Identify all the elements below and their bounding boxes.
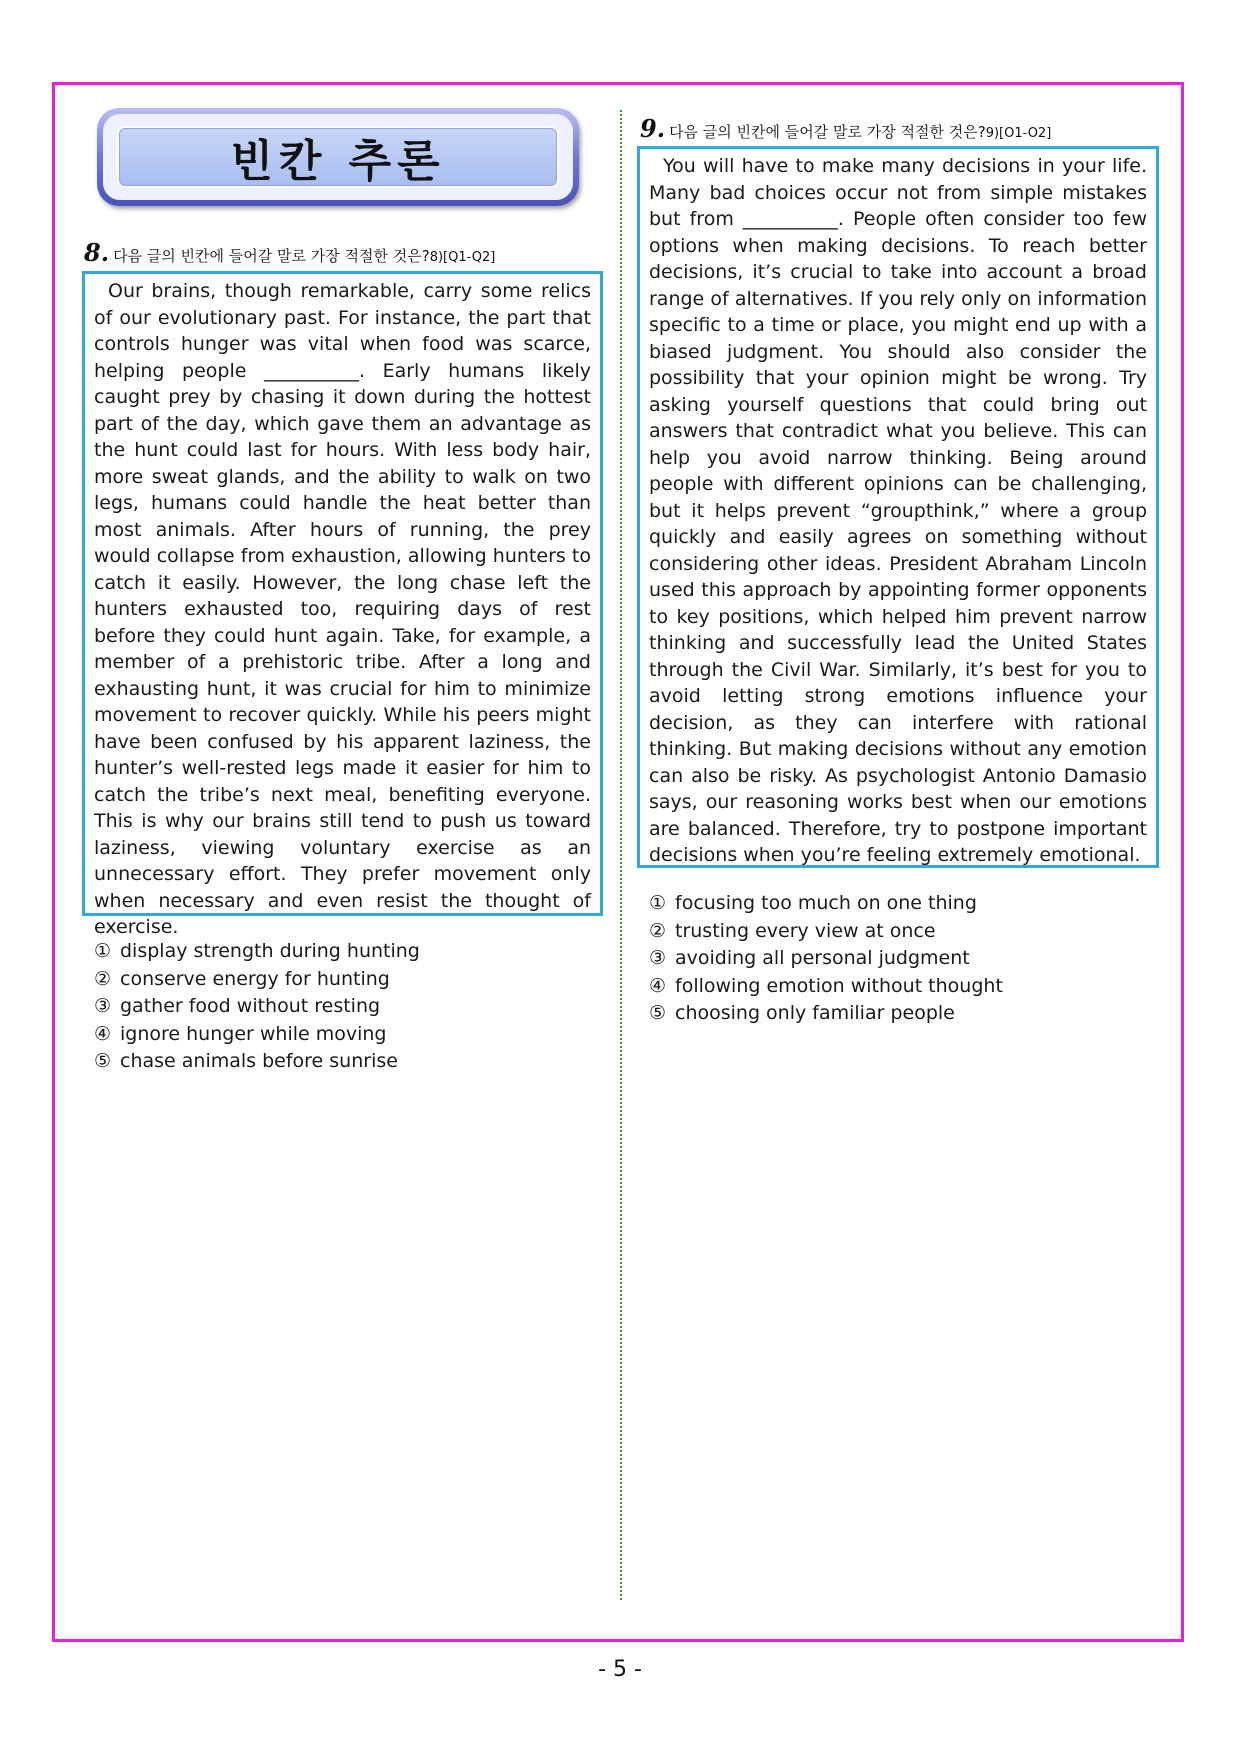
section-title-banner (97, 108, 579, 206)
column-divider (620, 110, 622, 1600)
question-prompt: 다음 글의 빈칸에 들어갈 말로 가장 적절한 것은? (669, 123, 986, 141)
banner-border (103, 114, 573, 200)
question-number: 8. (84, 238, 110, 267)
question-9-passage: You will have to make many decisions in your life. Many bad choices occur not from simple mistakes but from __________. People often consider too few options when making decisions. To reach better decisions, it’s crucial to take into account a broad range of alternatives. If you rely only on information specific to a time or place, you might end up with a biased judgment. You should also consider the possibility that your opinion might be wrong. Try asking yourself questions that could bring out answers that contradict what you believe. This can help you avoid narrow thinking. Being around people with different opinions can be challenging, but it helps prevent “groupthink,” where a group quickly and easily agrees on something without considering other ideas. President Abraham Lincoln used this approach by appointing former opponents to key positions, which helped him prevent narrow thinking and successfully lead the United States through the Civil War. Similarly, it’s best for you to avoid letting strong emotions influence your decision, as they can interfere with rational thinking. But making decisions without any emotion can also be risky. As psychologist Antonio Damasio says, our reasoning works best when our emotions are balanced. Therefore, try to postpone important decisions when you’re feeling extremely emotional. (637, 146, 1159, 868)
question-8-passage: Our brains, though remarkable, carry some relics of our evolutionary past. For instance, the part that controls hunger was vital when food was scarce, helping people __________. Early humans likely caught prey by chasing it down during the hottest part of the day, which gave them an advantage as the hunt could last for hours. With less body hair, more sweat glands, and the ability to walk on two legs, humans could handle the heat better than most animals. After hours of running, the prey would collapse from exhaustion, allowing hunters to catch it easily. However, the long chase left the hunters exhausted too, requiring days of rest before they could hunt again. Take, for example, a member of a prehistoric tribe. After a long and exhausting hunt, it was crucial for him to minimize movement to recover quickly. While his peers might have been confused by his apparent laziness, the hunter’s well-rested legs made it easier for him to catch the tribe’s next meal, benefiting everyone. This is why our brains still tend to push us toward laziness, viewing voluntary exercise as an unnecessary effort. They prefer movement only when necessary and even resist the thought of exercise. (82, 271, 603, 916)
section-title: 빈칸 추론 (230, 136, 446, 187)
option-1[interactable]: ① display strength during hunting (94, 940, 420, 962)
option-3[interactable]: ③ avoiding all personal judgment (649, 947, 970, 969)
question-source: 9)[O1-O2] (985, 126, 1052, 141)
option-5[interactable]: ⑤ chase animals before sunrise (94, 1050, 398, 1072)
option-3[interactable]: ③ gather food without resting (94, 995, 381, 1017)
option-4[interactable]: ④ ignore hunger while moving (94, 1022, 387, 1045)
option-1[interactable]: ① focusing too much on one thing (649, 892, 977, 914)
option-5[interactable]: ⑤ choosing only familiar people (649, 1002, 955, 1024)
question-number: 9. (640, 114, 666, 143)
option-2[interactable]: ② trusting every view at once (649, 919, 936, 942)
question-source: 8)[Q1-Q2] (429, 250, 496, 265)
question-9-header (640, 114, 1051, 143)
banner-panel (117, 126, 559, 188)
option-2[interactable]: ② conserve energy for hunting (94, 967, 390, 990)
question-8-options (94, 938, 420, 1076)
page-number: - 5 - (598, 1657, 642, 1682)
question-prompt: 다음 글의 빈칸에 들어갈 말로 가장 적절한 것은? (113, 247, 430, 265)
question-8-header (84, 238, 495, 267)
question-9-options (649, 890, 1003, 1028)
option-4[interactable]: ④ following emotion without thought (649, 974, 1003, 997)
